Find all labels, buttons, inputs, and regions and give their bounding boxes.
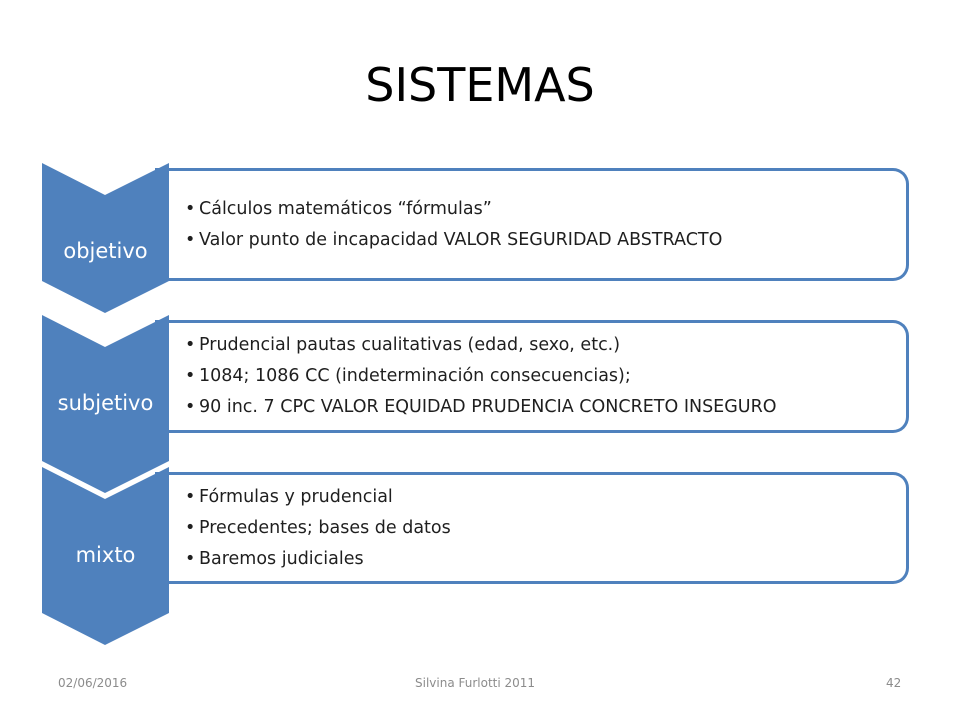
bullet-item: • Fórmulas y prudencial: [185, 486, 393, 507]
chevron-label-subjetivo: subjetivo: [57, 391, 154, 415]
bullet-item: • Cálculos matemáticos “fórmulas”: [185, 198, 492, 219]
bullet-box-mixto: [155, 472, 909, 584]
footer-date: 02/06/2016: [58, 676, 128, 690]
chevron-shape-objetivo: [42, 163, 169, 313]
chevron-label-objetivo: objetivo: [63, 239, 148, 263]
row-objetivo: [0, 163, 960, 313]
bullet-box-subjetivo: [155, 320, 909, 433]
row-mixto: [0, 467, 960, 647]
bullet-item: • Prudencial pautas cualitativas (edad, sexo, etc.): [185, 335, 621, 355]
bullet-item: • Valor punto de incapacidad VALOR SEGURIDAD ABSTRACTO: [185, 229, 723, 250]
bullet-item: • Baremos judiciales: [185, 548, 364, 569]
footer-author: Silvina Furlotti 2011: [415, 676, 536, 690]
row-subjetivo: [0, 315, 960, 465]
bullet-box-objetivo: [155, 168, 909, 281]
footer-page-number: 42: [886, 676, 902, 690]
bullet-item: • 90 inc. 7 CPC VALOR EQUIDAD PRUDENCIA CONCRETO INSEGURO: [185, 397, 777, 417]
chevron-label-mixto: mixto: [75, 543, 136, 567]
bullet-item: • Precedentes; bases de datos: [185, 517, 451, 538]
bullet-item: • 1084; 1086 CC (indeterminación consecuencias);: [185, 366, 631, 386]
slide-title: SISTEMAS: [365, 58, 595, 112]
